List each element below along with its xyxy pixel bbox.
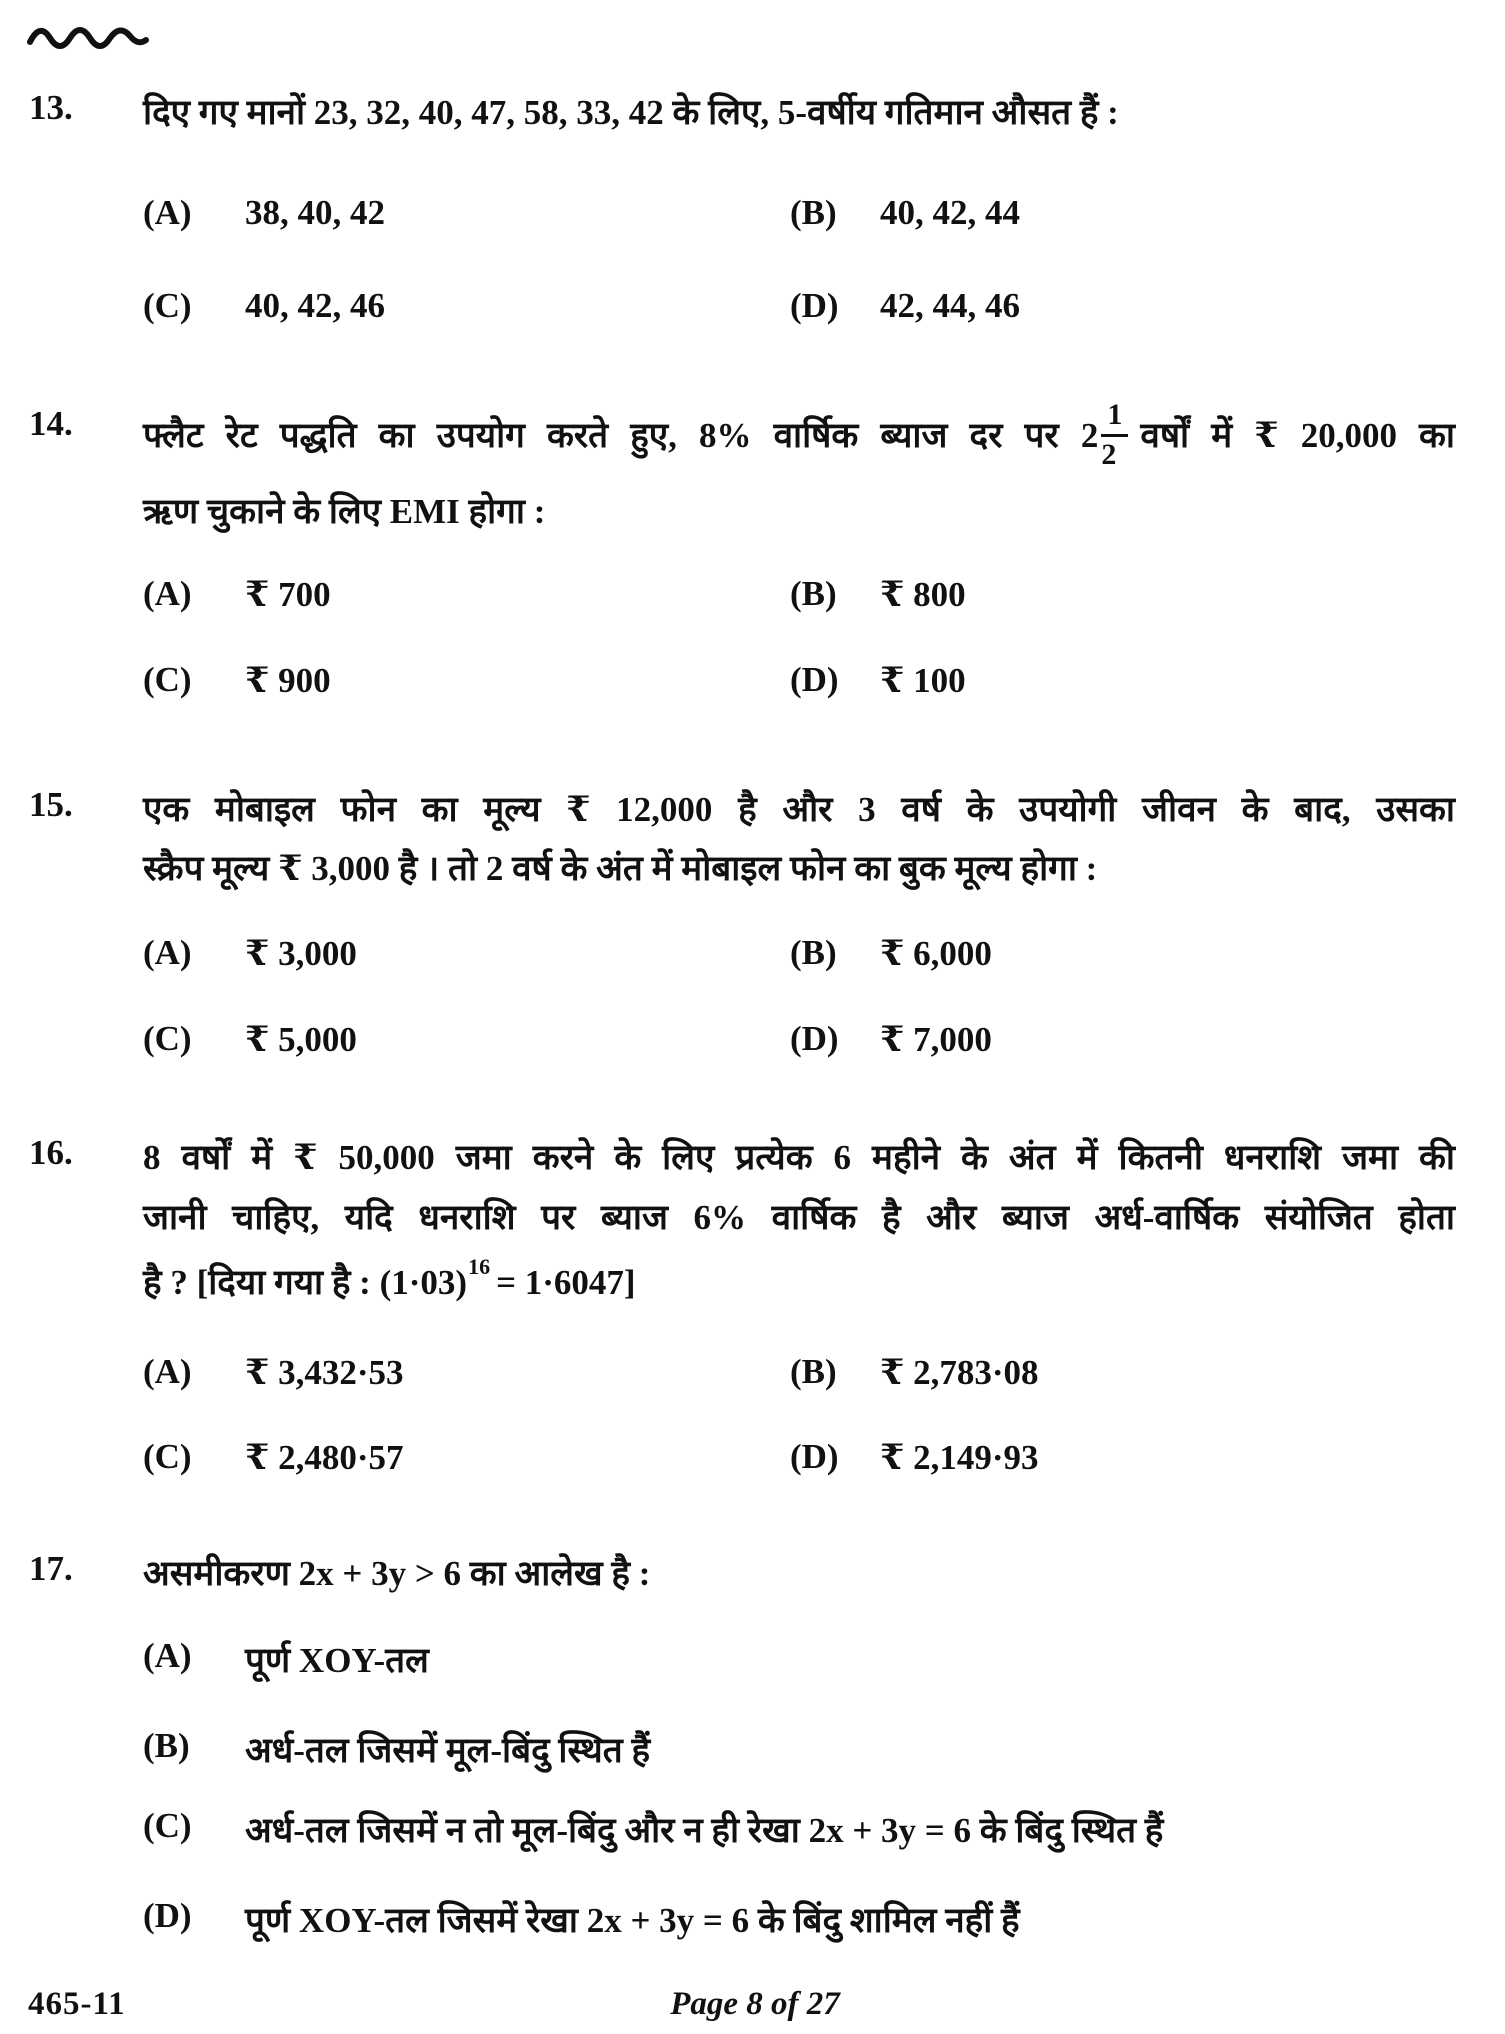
q15-option-c-value: ₹ 5,000 [245,1020,357,1059]
q14-option-c-label: (C) [143,660,192,699]
q17-option-c-value: अर्ध-तल जिसमें न तो मूल-बिंदु और न ही रेखा 2x + 3y = 6 के बिंदु स्थित हैं [245,1811,1164,1850]
q15-option-d-value: ₹ 7,000 [880,1020,992,1059]
q16-option-d-value: ₹ 2,149·93 [880,1438,1039,1477]
question-13-number: 13. [29,88,73,127]
q15-option-b-value: ₹ 6,000 [880,934,992,973]
question-17-stem: असमीकरण 2x + 3y > 6 का आलेख है : [143,1554,651,1593]
q16-given-result: = 1·6047] [496,1263,636,1302]
question-15-number: 15. [29,785,73,824]
q17-option-b-label: (B) [143,1726,190,1765]
q13-option-a-value: 38, 40, 42 [245,193,385,232]
q13-option-b-label: (B) [790,193,837,232]
q14-option-b-label: (B) [790,574,837,613]
q13-option-d-label: (D) [790,286,839,325]
q13-option-b-value: 40, 42, 44 [880,193,1020,232]
question-14-stem-line-2: ऋण चुकाने के लिए EMI होगा : [143,492,546,531]
q16-option-c-value: ₹ 2,480·57 [245,1438,404,1477]
question-14-number: 14. [29,404,73,443]
page-number-label: Page 8 of 27 [670,1986,840,2022]
question-16-stem-line-2: जानी चाहिए, यदि धनराशि पर ब्याज 6% वार्षिक है और ब्याज अर्ध-वार्षिक संयोजित होता [143,1198,1455,1237]
exponent-16: 16 [468,1254,491,1279]
q16-given-expression: है ? [दिया गया है : (1·03) [143,1263,468,1302]
q15-option-a-value: ₹ 3,000 [245,934,357,973]
q15-option-b-label: (B) [790,933,837,972]
question-14-stem-line-1 [143,398,1455,474]
question-13-stem: दिए गए मानों 23, 32, 40, 47, 58, 33, 42 के लिए, 5-वर्षीय गतिमान औसत हैं : [143,93,1119,132]
fraction-numerator: 1 [1101,400,1128,437]
q15-option-d-label: (D) [790,1019,839,1058]
q17-option-a-label: (A) [143,1636,192,1675]
question-17-number: 17. [29,1549,73,1588]
q14-stem-text-before-fraction: फ्लैट रेट पद्धति का उपयोग करते हुए, 8% वार्षिक ब्याज दर पर 2 [143,416,1099,456]
q15-option-c-label: (C) [143,1019,192,1058]
q16-option-b-label: (B) [790,1352,837,1391]
question-15-stem-line-2: स्क्रैप मूल्य ₹ 3,000 है । तो 2 वर्ष के अंत में मोबाइल फोन का बुक मूल्य होगा : [143,849,1098,888]
q15-option-a-label: (A) [143,933,192,972]
paper-code: 465-11 [28,1986,126,2022]
q14-stem-text-after-fraction: वर्षों में ₹ 20,000 का [1140,416,1455,456]
q17-option-d-label: (D) [143,1896,192,1935]
q14-option-d-value: ₹ 100 [880,661,966,700]
q16-option-a-label: (A) [143,1352,192,1391]
q16-option-c-label: (C) [143,1437,192,1476]
q13-option-c-label: (C) [143,286,192,325]
q17-option-d-value: पूर्ण XOY-तल जिसमें रेखा 2x + 3y = 6 के बिंदु शामिल नहीं हैं [245,1901,1020,1940]
q14-option-c-value: ₹ 900 [245,661,331,700]
q14-option-a-label: (A) [143,574,192,613]
question-16-number: 16. [29,1133,73,1172]
q14-option-a-value: ₹ 700 [245,575,331,614]
question-16-stem-line-1: 8 वर्षों में ₹ 50,000 जमा करने के लिए प्रत्येक 6 महीने के अंत में कितनी धनराशि जमा की [143,1138,1455,1177]
q16-option-a-value: ₹ 3,432·53 [245,1353,404,1392]
question-16-stem-line-3 [143,1254,1455,1305]
q17-option-a-value: पूर्ण XOY-तल [245,1641,429,1680]
q13-option-d-value: 42, 44, 46 [880,286,1020,325]
q17-option-c-label: (C) [143,1806,192,1845]
fraction-denominator: 2 [1101,437,1117,471]
q14-option-d-label: (D) [790,660,839,699]
q14-option-b-value: ₹ 800 [880,575,966,614]
q17-option-b-value: अर्ध-तल जिसमें मूल-बिंदु स्थित हैं [245,1731,651,1770]
q13-option-a-label: (A) [143,193,192,232]
q13-option-c-value: 40, 42, 46 [245,286,385,325]
corner-scribble-mark [24,16,164,60]
one-half-fraction [1101,400,1128,470]
q16-option-d-label: (D) [790,1437,839,1476]
q16-option-b-value: ₹ 2,783·08 [880,1353,1039,1392]
question-15-stem-line-1: एक मोबाइल फोन का मूल्य ₹ 12,000 है और 3 वर्ष के उपयोगी जीवन के बाद, उसका [143,790,1455,829]
